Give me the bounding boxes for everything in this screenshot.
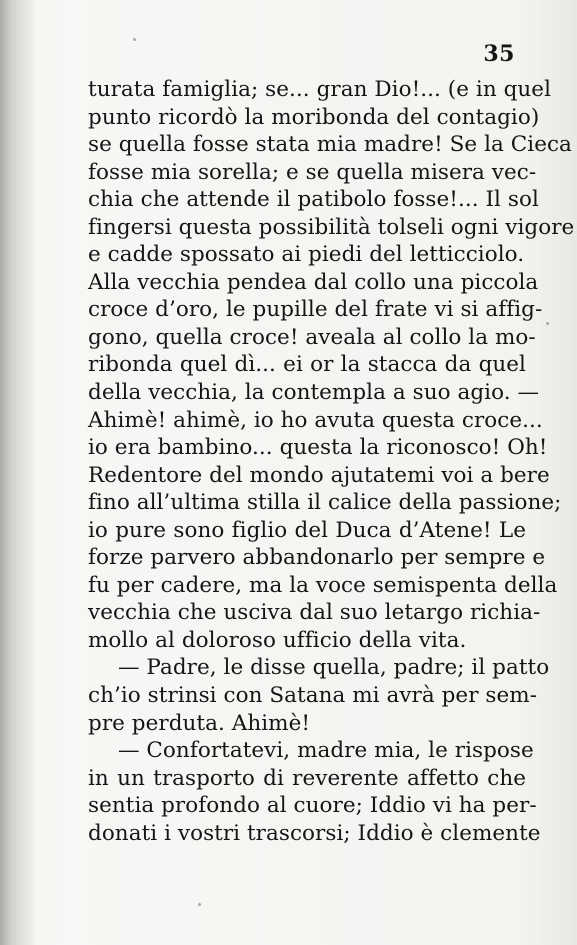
text-line: fingersi questa possibilità tolseli ogni vigore: [88, 214, 575, 240]
text-line: Ahimè! ahimè, io ho avuta questa croce...: [88, 407, 543, 433]
text-line: — Confortatevi, madre mia, le rispose: [118, 738, 534, 764]
text-line: ribonda quel dì... ei or la stacca da quel: [88, 352, 526, 378]
text-line: donati i vostri trascorsi; Iddio è clemente: [88, 820, 541, 846]
text-line: — Padre, le disse quella, padre; il patto: [118, 655, 550, 681]
page-text: [88, 76, 575, 847]
text-line: chia che attende il patibolo fosse!... Il sol: [88, 187, 539, 213]
text-line: turata famiglia; se... gran Dio!... (e in quel: [88, 77, 552, 102]
text-line: io pure sono figlio del Duca d’Atene! Le: [88, 517, 526, 543]
text-line: ch’io strinsi con Satana mi avrà per sem-: [88, 683, 538, 709]
text-line: se quella fosse stata mia madre! Se la Cieca: [88, 132, 572, 158]
binding-shadow: [0, 0, 34, 945]
text-line: io era bambino... questa la riconosco! Oh!: [88, 435, 548, 461]
scan-speck: [198, 903, 201, 906]
text-line: Redentore del mondo ajutatemi voi a bere: [88, 462, 550, 488]
text-line: fu per cadere, ma la voce semispenta della: [88, 572, 558, 598]
page-number: 35: [483, 41, 515, 67]
text-line: forze parvero abbandonarlo per sempre e: [88, 545, 546, 571]
text-line: vecchia che usciva dal suo letargo richia-: [88, 600, 541, 626]
text-line: pre perduta. Ahimè!: [88, 710, 311, 736]
text-line: della vecchia, la contempla a suo agio. —: [88, 380, 540, 406]
text-line: punto ricordò la moribonda del contagio): [88, 104, 540, 130]
text-line: Alla vecchia pendea dal collo una piccola: [88, 269, 539, 295]
text-line: mollo al doloroso ufficio della vita.: [88, 627, 467, 653]
text-line: fino all’ultima stilla il calice della passione;: [88, 490, 562, 516]
text-line: fosse mia sorella; e se quella misera vec-: [88, 159, 537, 185]
text-line: e cadde spossato ai piedi del letticciolo.: [88, 242, 525, 268]
text-line: croce d’oro, le pupille del frate vi si affig-: [88, 297, 543, 323]
scan-speck: [133, 38, 136, 41]
text-line: sentia profondo al cuore; Iddio vi ha per-: [88, 793, 537, 819]
text-line: in un trasporto di reverente affetto che: [88, 765, 526, 791]
text-line: gono, quella croce! aveala al collo la mo-: [88, 324, 536, 350]
scan-speck: [546, 322, 549, 325]
